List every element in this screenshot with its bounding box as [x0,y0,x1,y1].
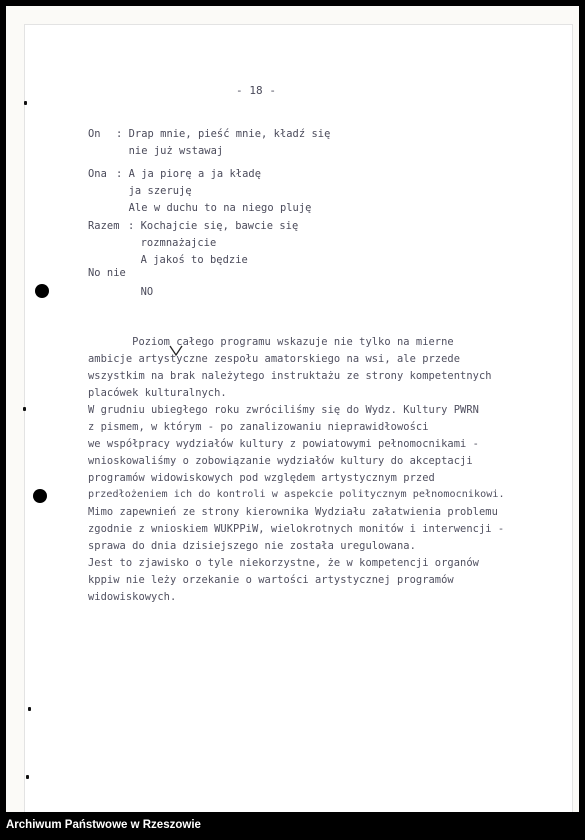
handwritten-correction-mark [168,344,184,358]
binder-hole [33,489,47,503]
verse-line: NO [128,286,154,298]
body-line: placówek kulturalnych. [88,387,227,399]
verse-line: ja szeruję [116,185,192,197]
body-line: wszystkim na brak należytego instruktażu ze strony kompetentnych [88,370,492,382]
margin-mark [24,101,27,105]
body-line: programów widowiskowych pod względem artystycznym przed [88,472,435,484]
body-line: Poziom całego programu wskazuje nie tylko na mierne [88,336,454,348]
body-line: kppiw nie leży orzekanie o wartości artystycznej programów [88,574,454,586]
margin-mark [26,775,29,779]
body-line: zgodnie z wnioskiem WUKPPiW, wielokrotnych monitów i interwencji - [88,523,505,535]
body-line: Jest to zjawisko o tyle niekorzystne, że w kompetencji organów [88,557,479,569]
verse-speaker: No nie [88,267,126,279]
verse-line: : Kochajcie się, bawcie się [128,220,299,232]
body-line: Mimo zapewnień ze strony kierownika Wydziału załatwienia problemu [88,506,498,518]
verse-line: : Drap mnie, pieść mnie, kładź się [116,128,331,140]
binder-hole [35,284,49,298]
body-line: sprawa do dnia dzisiejszego nie została uregulowana. [88,540,416,552]
verse-speaker: On [88,128,101,140]
verse-line: nie już wstawaj [116,145,224,157]
verse-speaker: Razem [88,220,120,232]
verse-line: : A ja piorę a ja kładę [116,168,262,180]
verse-speaker: Ona [88,168,107,180]
body-line: widowiskowych. [88,591,177,603]
archive-footer [0,812,585,840]
body-line: przedłożeniem ich do kontroli w aspekcie politycznym pełnomocnikowi. [88,489,505,500]
body-line: W grudniu ubiegłego roku zwróciliśmy się do Wydz. Kultury PWRN [88,404,479,416]
body-line: ambicje artystyczne zespołu amatorskiego na wsi, ale przede [88,353,461,365]
verse-line: A jakoś to będzie [128,254,248,266]
body-line: wnioskowaliśmy o zobowiązanie wydziałów kultury do akceptacji [88,455,473,467]
verse-line: rozmnażajcie [128,237,217,249]
document-page [24,24,573,814]
margin-mark [28,707,31,711]
margin-mark [23,407,26,411]
body-line: z pismem, w którym - po zanalizowaniu nieprawidłowości [88,421,429,433]
archive-name: Archiwum Państwowe w Rzeszowie [6,819,201,831]
body-line: we współpracy wydziałów kultury z powiatowymi pełnomocnikami - [88,438,479,450]
page-number: - 18 - [236,84,277,97]
verse-line: Ale w duchu to na niego pluję [116,202,312,214]
